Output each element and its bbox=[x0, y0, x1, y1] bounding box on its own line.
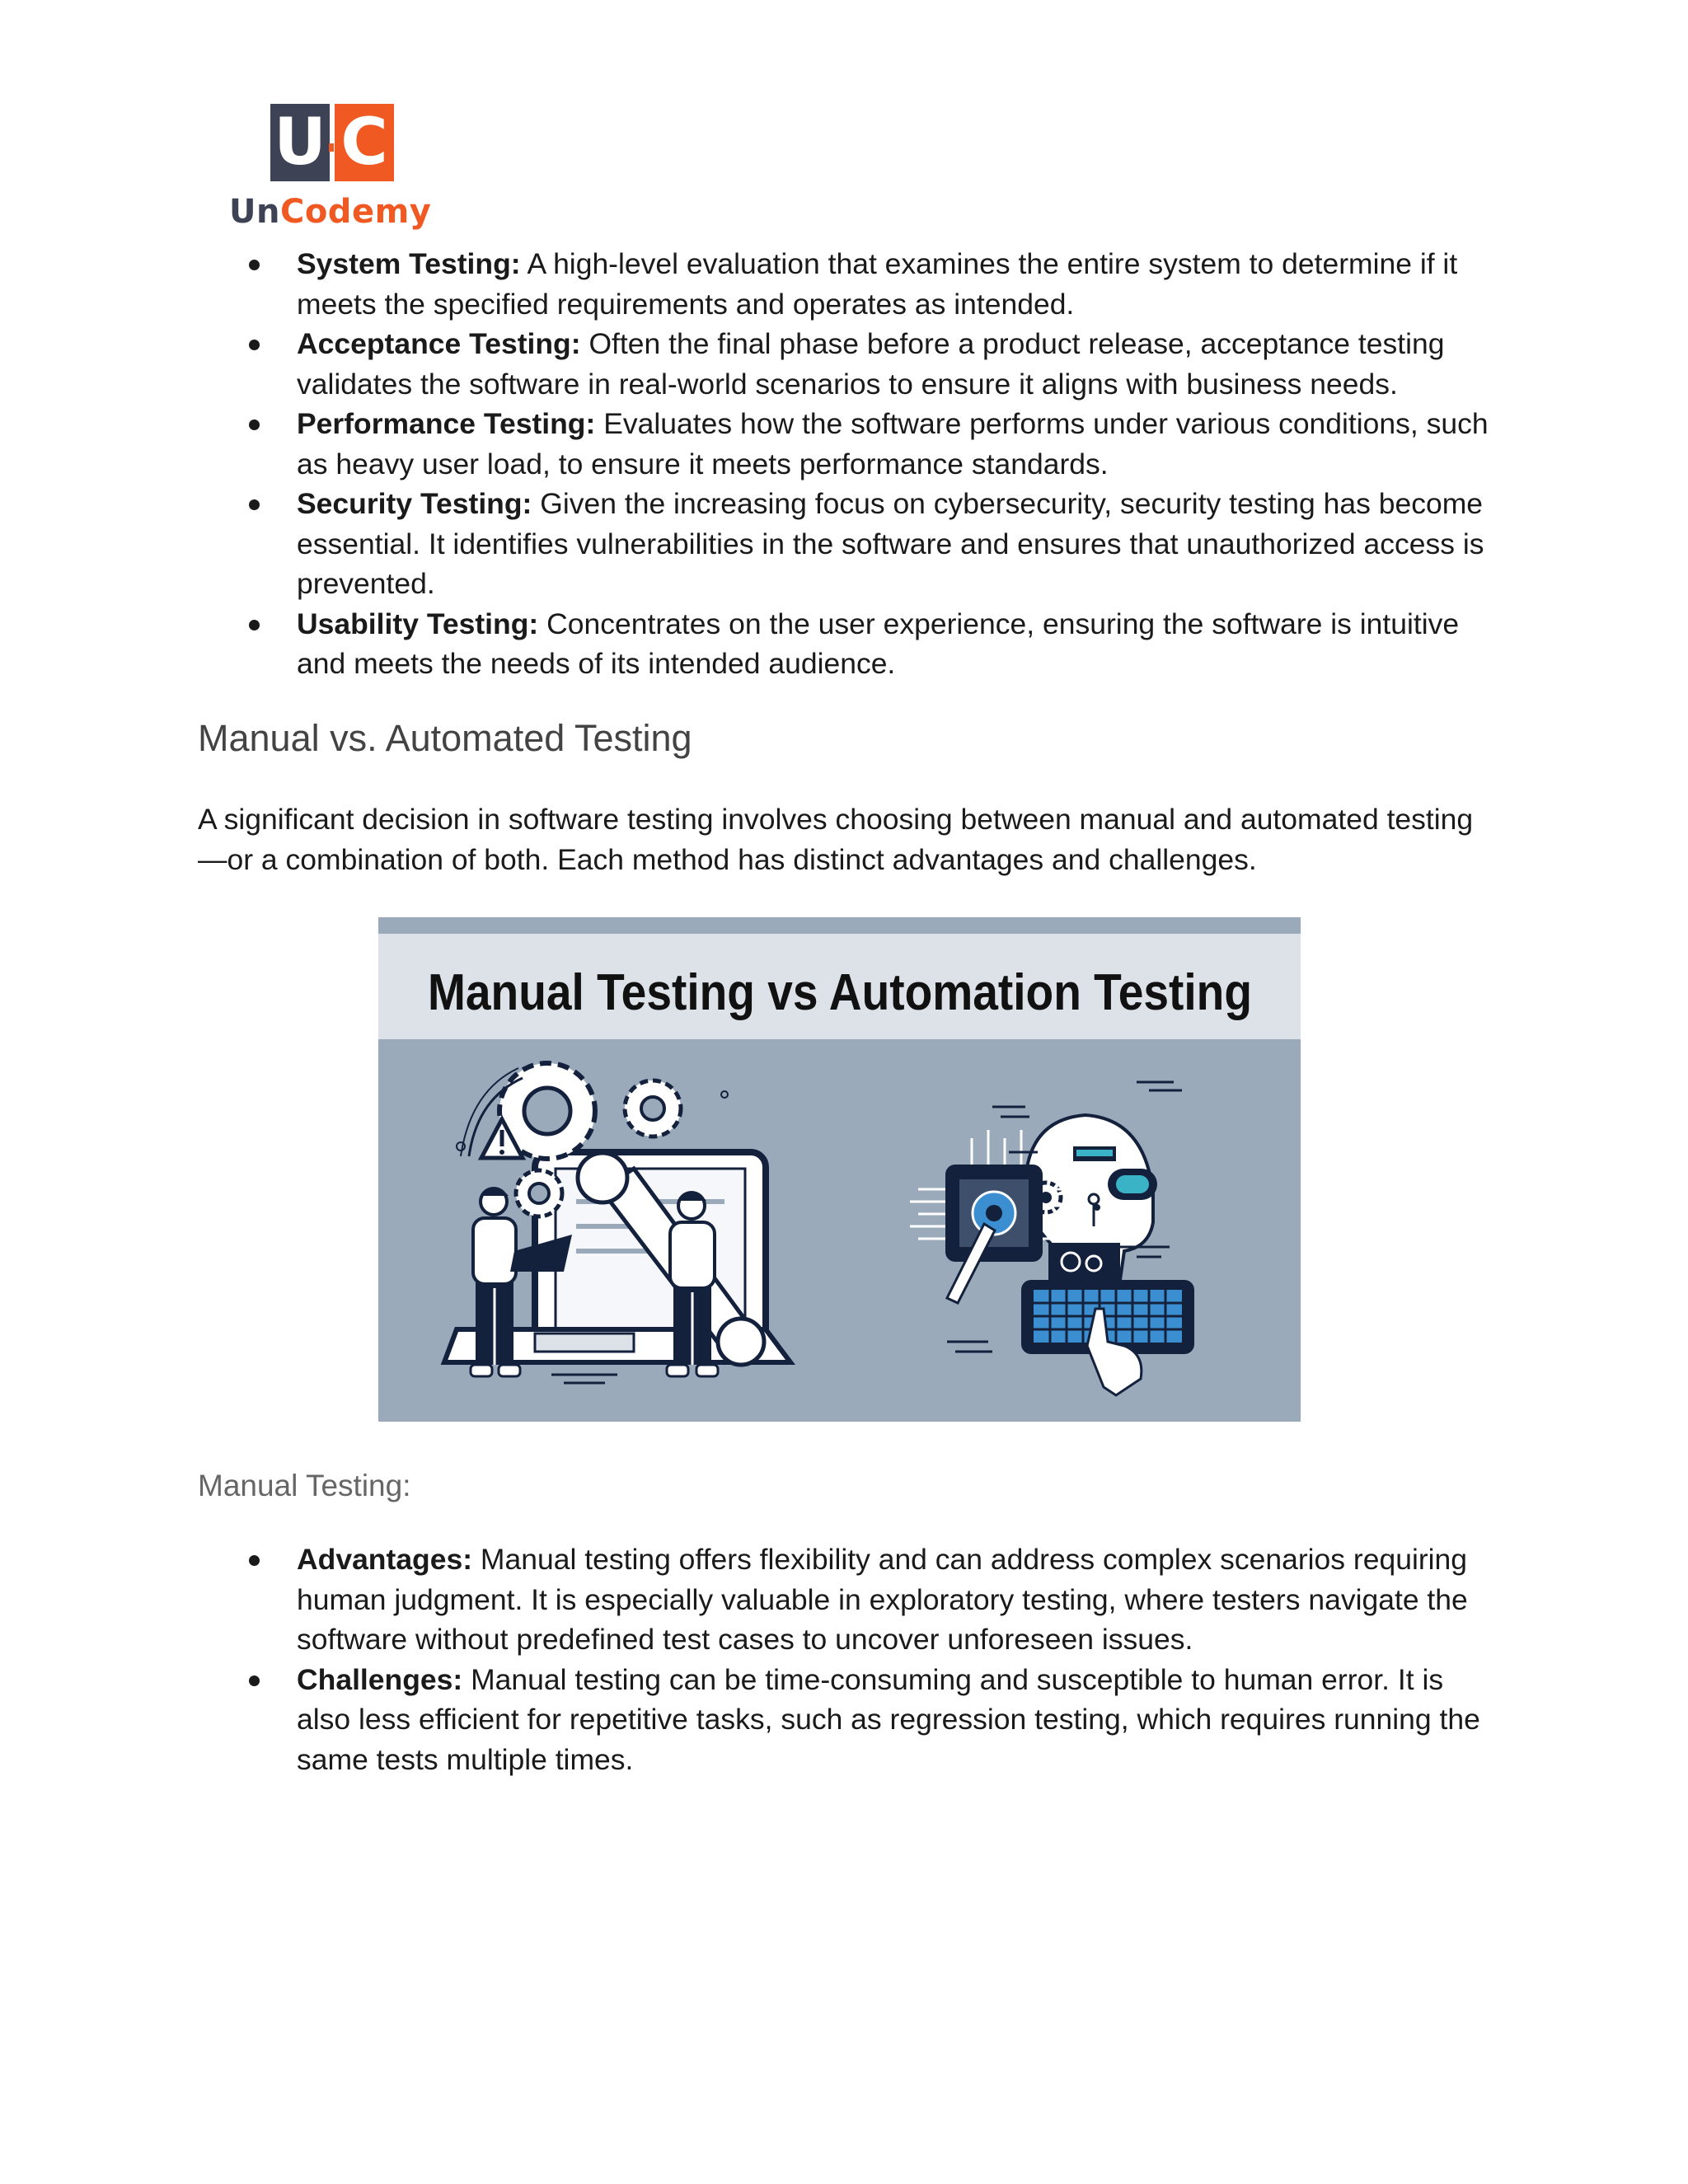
bullet-dot bbox=[249, 260, 260, 270]
manual-testing-list bbox=[0, 1540, 1688, 1779]
bullet-term: Advantages: bbox=[297, 1543, 473, 1576]
list-item bbox=[0, 484, 1688, 604]
bullet-text: Given the increasing focus on cybersecurity, security testing has become essential. It identifies vulnerabilities in the software and ensures that unauthorized access is prevented. bbox=[297, 487, 1484, 600]
bullet-text: Manual testing can be time-consuming and susceptible to human error. It is also less efficient for repetitive tasks, such as regression testing, which requires running the same tests multiple times. bbox=[297, 1662, 1480, 1776]
bullet-term: Usability Testing: bbox=[297, 607, 539, 640]
logo-dot bbox=[329, 143, 334, 152]
uncodemy-logo bbox=[229, 104, 432, 231]
list-item bbox=[0, 1660, 1688, 1780]
list-item bbox=[0, 324, 1688, 404]
bullet-dot bbox=[249, 1675, 260, 1686]
bullet-term: Security Testing: bbox=[297, 487, 532, 520]
bullet-text: Concentrates on the user experience, ensuring the software is intuitive and meets the needs of its intended audience. bbox=[297, 607, 1460, 680]
bullet-dot bbox=[249, 620, 260, 630]
bullet-term: Acceptance Testing: bbox=[297, 327, 581, 360]
bullet-text: Manual testing offers flexibility and can address complex scenarios requiring human judgment. It is especially valuable in exploratory testing, where testers navigate the software without predefined test cases to uncover unforeseen issues. bbox=[297, 1543, 1468, 1656]
logo-wordmark bbox=[229, 193, 431, 231]
banner-title: Manual Testing vs Automation Testing bbox=[428, 964, 1252, 1021]
list-item bbox=[0, 1540, 1688, 1660]
list-item bbox=[0, 604, 1688, 684]
bullet-dot bbox=[249, 1555, 260, 1566]
list-item bbox=[0, 244, 1688, 324]
list-item bbox=[0, 404, 1688, 484]
subheading: Manual Testing: bbox=[198, 1469, 411, 1502]
gear-icon bbox=[625, 1080, 681, 1137]
logo-word-un: Un bbox=[229, 193, 280, 231]
manual-vs-automation-illustration bbox=[378, 917, 1301, 1422]
bullet-dot bbox=[249, 340, 260, 350]
intro-paragraph: A significant decision in software testing involves choosing between manual and automated testing—or a combination of both. Each method has distinct advantages and challenges. bbox=[198, 803, 1474, 876]
bullet-text: A high-level evaluation that examines the entire system to determine if it meets the specified requirements and operates as intended. bbox=[297, 247, 1458, 321]
bullet-dot bbox=[249, 419, 260, 430]
logo-letter-u: U bbox=[270, 104, 330, 181]
bullet-term: Performance Testing: bbox=[297, 407, 596, 440]
logo-letter-c: C bbox=[335, 104, 394, 181]
testing-types-list bbox=[0, 244, 1688, 684]
bullet-term: System Testing: bbox=[297, 247, 521, 280]
gear-icon bbox=[516, 1170, 562, 1216]
bullet-text: Evaluates how the software performs under various conditions, such as heavy user load, to ensure it meets performance standards. bbox=[297, 407, 1489, 480]
bullet-text: Often the final phase before a product release, acceptance testing validates the software in real-world scenarios to ensure it aligns with business needs. bbox=[297, 327, 1445, 401]
section-heading: Manual vs. Automated Testing bbox=[198, 717, 692, 759]
bullet-dot bbox=[249, 499, 260, 510]
logo-word-codemy: Codemy bbox=[279, 193, 432, 231]
bullet-term: Challenges: bbox=[297, 1662, 463, 1696]
